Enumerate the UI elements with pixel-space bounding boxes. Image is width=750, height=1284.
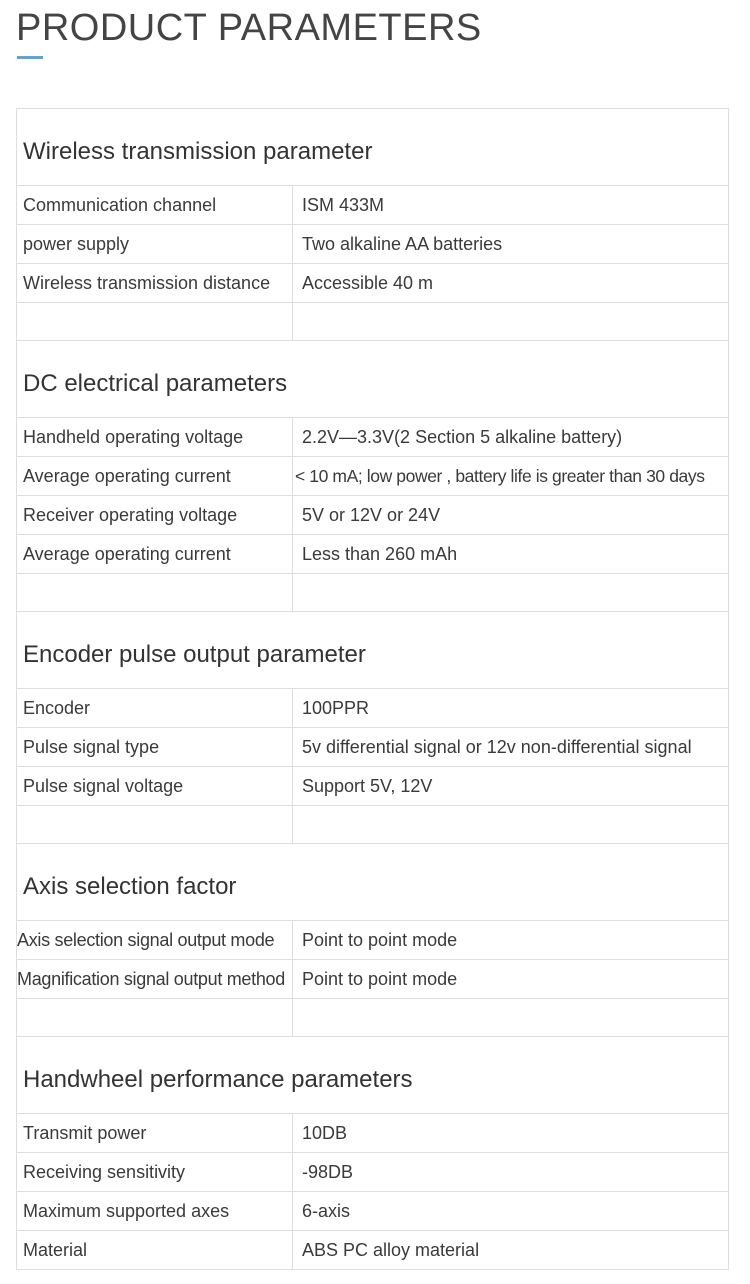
parameters-table [16, 108, 729, 1270]
section-heading: Encoder pulse output parameter [17, 612, 729, 689]
param-label: Wireless transmission distance [17, 264, 293, 303]
param-label: Axis selection signal output mode [17, 921, 293, 960]
table-row [17, 457, 729, 496]
param-label: power supply [17, 225, 293, 264]
section-heading: DC electrical parameters [17, 341, 729, 418]
blank-cell [293, 574, 729, 612]
param-value: < 10 mA; low power , battery life is greater than 30 days [293, 457, 729, 496]
param-value: 5V or 12V or 24V [293, 496, 729, 535]
table-row [17, 1153, 729, 1192]
param-value: 100PPR [293, 689, 729, 728]
param-label: Receiver operating voltage [17, 496, 293, 535]
table-row [17, 264, 729, 303]
table-row [17, 418, 729, 457]
blank-cell [17, 999, 293, 1037]
param-value: Two alkaline AA batteries [293, 225, 729, 264]
blank-cell [293, 999, 729, 1037]
param-label: Communication channel [17, 186, 293, 225]
param-value: Support 5V, 12V [293, 767, 729, 806]
param-value: Accessible 40 m [293, 264, 729, 303]
section-heading: Axis selection factor [17, 844, 729, 921]
blank-row [17, 999, 729, 1037]
table-row [17, 535, 729, 574]
table-row [17, 496, 729, 535]
section-header-row [17, 844, 729, 921]
table-row [17, 921, 729, 960]
table-row [17, 1114, 729, 1153]
section-header-row [17, 109, 729, 186]
table-row [17, 689, 729, 728]
param-value: 6-axis [293, 1192, 729, 1231]
param-label: Transmit power [17, 1114, 293, 1153]
blank-row [17, 574, 729, 612]
table-row [17, 960, 729, 999]
table-row [17, 1231, 729, 1270]
param-label: Pulse signal type [17, 728, 293, 767]
table-row [17, 186, 729, 225]
table-row [17, 1192, 729, 1231]
param-value: 10DB [293, 1114, 729, 1153]
param-label: Average operating current [17, 457, 293, 496]
param-label: Handheld operating voltage [17, 418, 293, 457]
section-heading: Wireless transmission parameter [17, 109, 729, 186]
blank-cell [293, 806, 729, 844]
param-label: Average operating current [17, 535, 293, 574]
param-label: Material [17, 1231, 293, 1270]
param-value: 5v differential signal or 12v non-differential signal [293, 728, 729, 767]
table-row [17, 767, 729, 806]
section-header-row [17, 612, 729, 689]
table-row [17, 225, 729, 264]
page-title: PRODUCT PARAMETERS [16, 7, 482, 49]
param-value: Less than 260 mAh [293, 535, 729, 574]
section-header-row [17, 1037, 729, 1114]
blank-row [17, 303, 729, 341]
param-label: Maximum supported axes [17, 1192, 293, 1231]
param-value: ABS PC alloy material [293, 1231, 729, 1270]
param-value: Point to point mode [293, 960, 729, 999]
blank-cell [17, 806, 293, 844]
param-value: -98DB [293, 1153, 729, 1192]
table-row [17, 728, 729, 767]
param-label: Receiving sensitivity [17, 1153, 293, 1192]
blank-cell [17, 303, 293, 341]
title-underline [17, 56, 43, 59]
section-header-row [17, 341, 729, 418]
param-value: 2.2V—3.3V(2 Section 5 alkaline battery) [293, 418, 729, 457]
param-label: Pulse signal voltage [17, 767, 293, 806]
blank-cell [293, 303, 729, 341]
param-value: ISM 433M [293, 186, 729, 225]
param-label: Magnification signal output method [17, 960, 293, 999]
param-value: Point to point mode [293, 921, 729, 960]
param-label: Encoder [17, 689, 293, 728]
section-heading: Handwheel performance parameters [17, 1037, 729, 1114]
blank-row [17, 806, 729, 844]
blank-cell [17, 574, 293, 612]
